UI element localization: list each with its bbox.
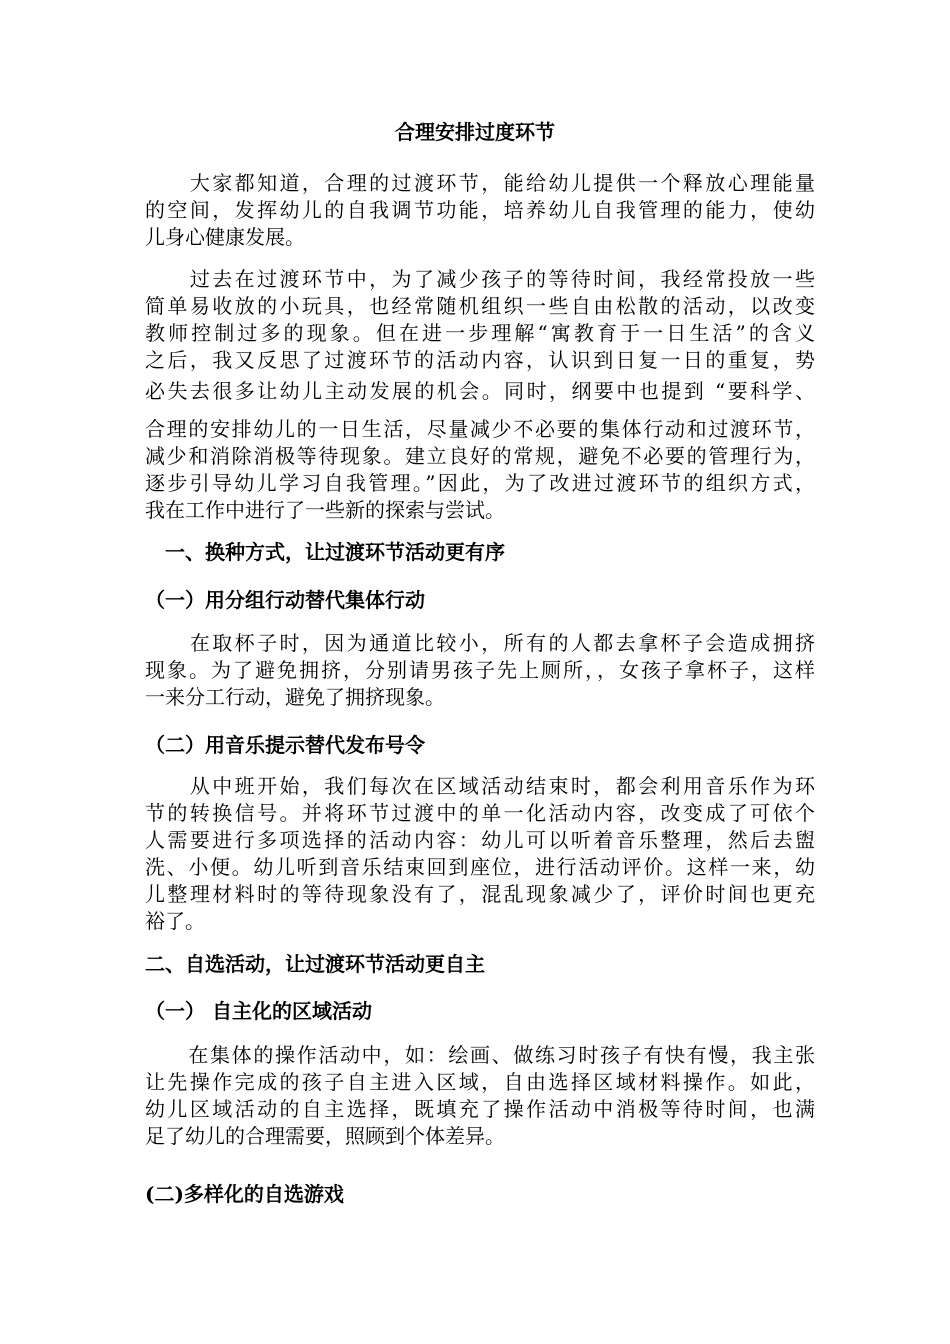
paragraph-line: 我在工作中进行了一些新的探索与尝试。	[145, 498, 505, 522]
paragraph-line: 必失去很多让幼儿主动发展的机会。同时，纲要中也提到 “要科学、	[145, 379, 815, 403]
document-title: 合理安排过度环节	[395, 120, 555, 144]
subsection-heading-2-2: (二)多样化的自选游戏	[145, 1182, 344, 1206]
subsection-heading-2-1: （一） 自主化的区域活动	[145, 999, 372, 1023]
paragraph-line: 儿身心健康发展。	[145, 225, 305, 249]
paragraph-line: 教师控制过多的现象。但在进一步理解“寓教育于一日生活”的含义	[145, 321, 815, 345]
paragraph-grouping	[145, 630, 815, 711]
paragraph-line: 节的转换信号。并将环节过渡中的单一化活动内容，改变成了可依个	[145, 801, 815, 825]
paragraph-line: 逐步引导幼儿学习自我管理。”因此，为了改进过渡环节的组织方式，	[145, 471, 815, 495]
paragraph-line: 在取杯子时，因为通道比较小，所有的人都去拿杯子会造成拥挤	[145, 631, 815, 655]
paragraph-line: 合理的安排幼儿的一日生活，尽量减少不必要的集体行动和过渡环节，	[145, 417, 815, 441]
paragraph-line: 在集体的操作活动中，如：绘画、做练习时孩子有快有慢，我主张	[145, 1043, 815, 1067]
subsection-heading-1-1: （一）用分组行动替代集体行动	[145, 588, 425, 612]
paragraph-line: 幼儿区域活动的自主选择，既填充了操作活动中消极等待时间，也满	[145, 1097, 815, 1121]
paragraph-line: 裕了。	[145, 909, 205, 933]
paragraph-line: 大家都知道，合理的过渡环节，能给幼儿提供一个释放心理能量	[145, 171, 815, 195]
paragraph-intro	[145, 170, 815, 251]
paragraph-music-cue	[145, 773, 815, 935]
paragraph-line: 现象。为了避免拥挤，分别请男孩子先上厕所，，女孩子拿杯子，这样	[145, 658, 815, 682]
paragraph-line: 足了幼儿的合理需要，照顾到个体差异。	[145, 1124, 505, 1148]
paragraph-line: 让先操作完成的孩子自主进入区域，自由选择区域材料操作。如此，	[145, 1070, 815, 1094]
section-heading-2: 二、自选活动，让过渡环节活动更自主	[145, 952, 485, 976]
paragraph-background-c	[145, 416, 815, 524]
paragraph-line: 之后，我又反思了过渡环节的活动内容，认识到日复一日的重复，势	[145, 348, 815, 372]
paragraph-line: 洗、小便。幼儿听到音乐结束回到座位，进行活动评价。这样一来，幼	[145, 855, 815, 879]
subsection-heading-1-2: （二）用音乐提示替代发布号令	[145, 733, 425, 757]
paragraph-background-a	[145, 266, 815, 374]
paragraph-line: 从中班开始，我们每次在区域活动结束时，都会利用音乐作为环	[145, 774, 815, 798]
paragraph-line: 的空间，发挥幼儿的自我调节功能，培养幼儿自我管理的能力，使幼	[145, 198, 815, 222]
paragraph-background-b	[145, 378, 815, 405]
paragraph-area-activity	[145, 1042, 815, 1150]
paragraph-line: 简单易收放的小玩具，也经常随机组织一些自由松散的活动，以改变	[145, 294, 815, 318]
paragraph-line: 减少和消除消极等待现象。建立良好的常规，避免不必要的管理行为，	[145, 444, 815, 468]
paragraph-line: 儿整理材料时的等待现象没有了，混乱现象减少了，评价时间也更充	[145, 882, 815, 906]
paragraph-line: 一来分工行动，避免了拥挤现象。	[145, 685, 445, 709]
section-heading-1: 一、换种方式，让过渡环节活动更有序	[165, 540, 505, 564]
paragraph-line: 过去在过渡环节中，为了减少孩子的等待时间，我经常投放一些	[145, 267, 815, 291]
paragraph-line: 人需要进行多项选择的活动内容：幼儿可以听着音乐整理，然后去盥	[145, 828, 815, 852]
